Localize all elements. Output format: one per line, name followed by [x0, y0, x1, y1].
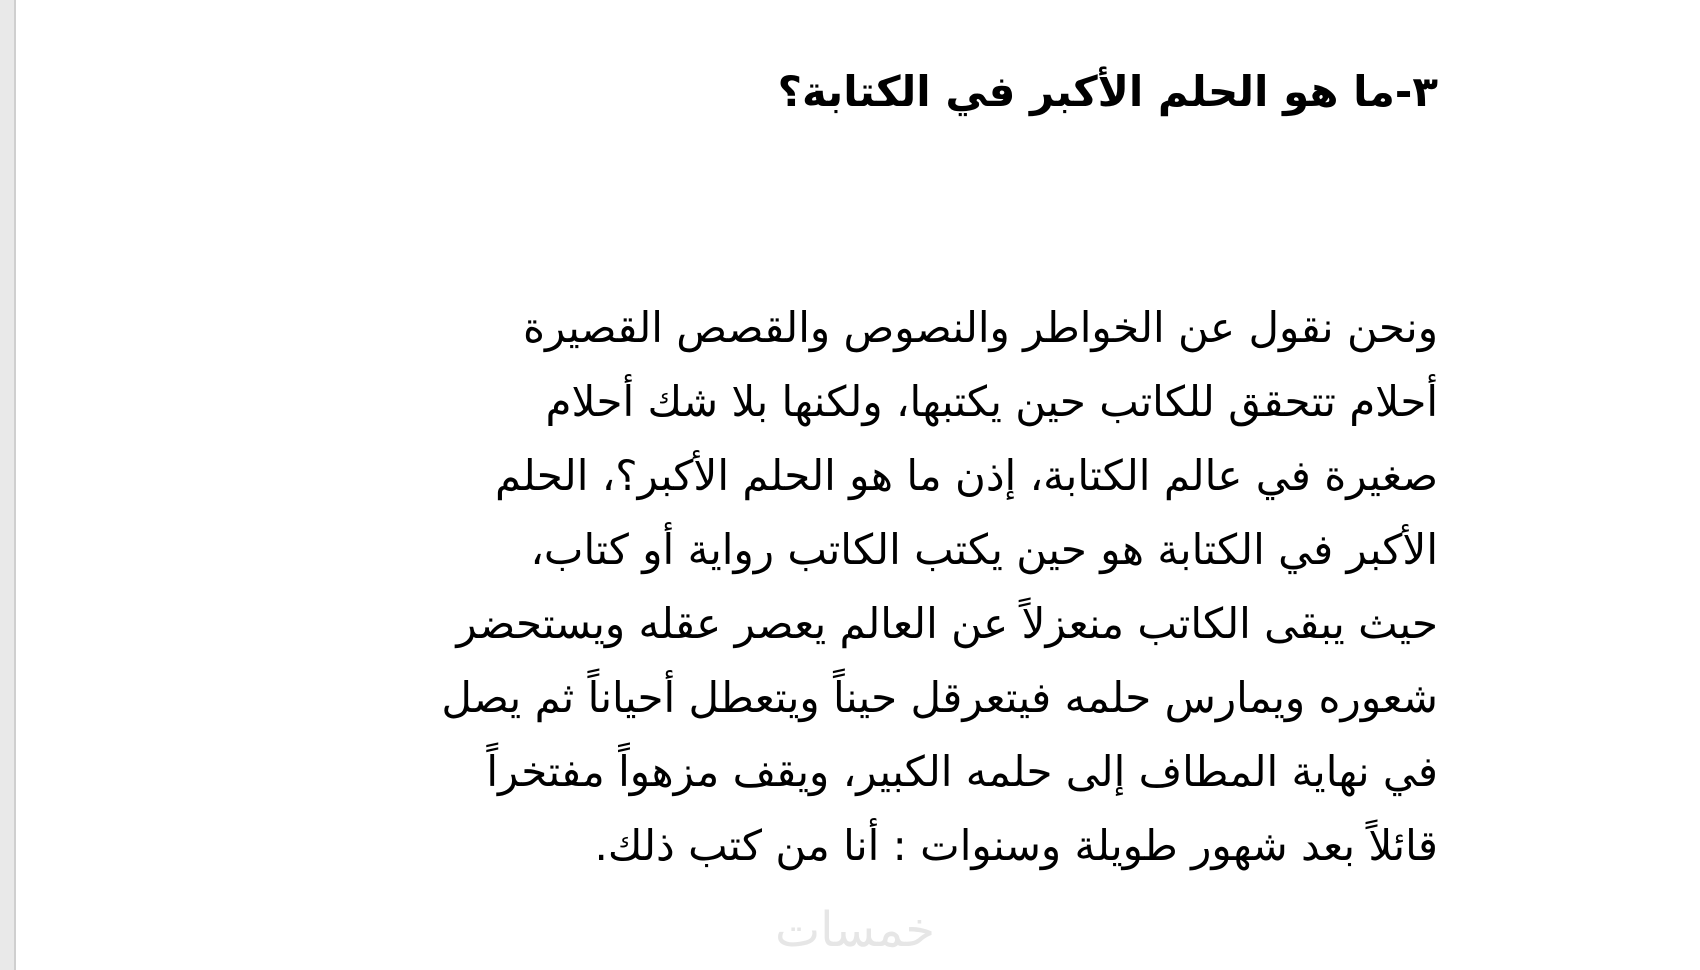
paragraph-line: شعوره ويمارس حلمه فيتعرقل حيناً ويتعطل أحياناً ثم يصل [441, 673, 1438, 722]
document-page [14, 0, 1700, 970]
paragraph-line: الأكبر في الكتابة هو حين يكتب الكاتب رواية أو كتاب، [530, 525, 1438, 574]
paragraph-line: صغيرة في عالم الكتابة، إذن ما هو الحلم الأكبر؟، الحلم [494, 451, 1438, 500]
paragraph-line: ونحن نقول عن الخواطر والنصوص والقصص القصيرة [522, 303, 1438, 352]
paragraph-line: في نهاية المطاف إلى حلمه الكبير، ويقف مزهواً مفتخراً [486, 747, 1438, 796]
body-paragraph [238, 291, 1438, 883]
watermark-logo: خمسات [774, 902, 936, 958]
paragraph-line: قائلاً بعد شهور طويلة وسنوات : أنا من كتب ذلك. [594, 821, 1438, 870]
paragraph-line: حيث يبقى الكاتب منعزلاً عن العالم يعصر عقله ويستحضر [456, 599, 1438, 648]
section-heading: ٣-ما هو الحلم الأكبر في الكتابة؟ [777, 67, 1438, 116]
paragraph-line: أحلام تتحقق للكاتب حين يكتبها، ولكنها بلا شك أحلام [545, 377, 1438, 426]
